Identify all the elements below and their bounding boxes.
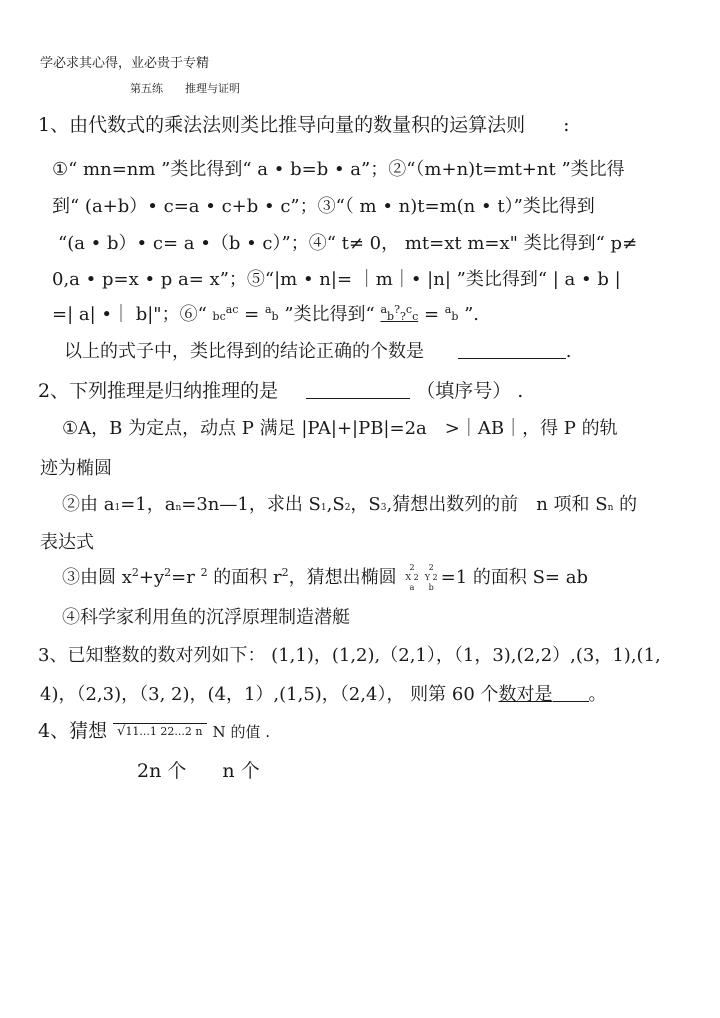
question-1-line-3: “(a • b）• c= a •（b • c）”；④“ t≠ 0， mt=xt m=x" 类比得到“ p≠ <box>58 233 638 254</box>
fy-num: 2 <box>428 563 434 572</box>
o2-part-e: ，S <box>350 494 381 515</box>
sqrt-icon: √ <box>117 724 126 739</box>
ellipse-fraction-x <box>405 563 418 593</box>
exercise-number: 第五练 <box>130 82 163 95</box>
expr-q2: ? <box>399 310 406 323</box>
question-3-underlined: 数对是 <box>498 684 553 705</box>
line-5-end: ”. <box>464 304 480 325</box>
question-4-end: N 的值 . <box>212 723 270 741</box>
page-header: 学必求其心得，业必贵于专精 <box>40 56 210 71</box>
sqrt-content: 11...1 22...2 n <box>125 725 203 738</box>
fy-den: b <box>428 583 434 592</box>
o3-part-a: ③由圆 x <box>62 567 132 588</box>
section-heading <box>130 80 240 96</box>
section-topic: 推理与证明 <box>185 82 240 95</box>
o3-sup-1: 2 <box>131 566 139 579</box>
o3-part-b: +y <box>138 567 165 588</box>
o3-part-c: =r <box>171 567 201 588</box>
o2-sub-1: 1 <box>114 503 121 513</box>
o3-sup-2: 2 <box>164 566 172 579</box>
line-5-start: =| a| •｜ b|"；⑥“ <box>52 304 207 325</box>
expr-c2: c <box>412 310 419 323</box>
expr-q1: ? <box>394 303 400 316</box>
o3-sup-3: 2 <box>200 566 208 579</box>
fx-mid: X 2 <box>405 573 419 582</box>
question-1-line-2: 到“ (a+b）• c=a • c+b • c”；③“（ m • n)t=m(n • t）”类比得到 <box>52 196 595 217</box>
option-1-cont: 迹为椭圆 <box>40 458 112 479</box>
fx-den: a <box>409 583 415 592</box>
option-4: ④科学家利用鱼的沉浮原理制造潜艇 <box>62 607 350 628</box>
line-5-mid: ”类比得到“ <box>284 304 375 325</box>
sqrt-expression <box>113 723 206 739</box>
question-3-line-2 <box>40 680 607 706</box>
answer-blank-1[interactable] <box>458 340 566 359</box>
digit-count-labels <box>137 756 260 783</box>
o2-part-a: ②由 a <box>62 494 115 515</box>
o2-sub-n: n <box>175 503 182 513</box>
ellipse-fraction-y <box>425 563 438 593</box>
expr-b: b <box>387 310 395 323</box>
o3-sup-4: 2 <box>281 566 289 579</box>
o2-sub-s1: 1 <box>320 503 327 513</box>
o2-sub-s2: 2 <box>344 503 351 513</box>
o2-part-f: ,猜想出数列的前 n 项和 S <box>386 494 608 515</box>
question-1-title: 1、由代数式的乘法法则类比推导向量的数量积的运算法则 : <box>38 114 570 136</box>
fx-num: 2 <box>409 563 415 572</box>
var-a: a <box>264 303 272 316</box>
count-2n: 2n 个 <box>137 760 187 782</box>
o2-part-c: =3n—1，求出 S <box>181 494 321 515</box>
option-1: ①A，B 为定点，动点 P 满足 |PA|+|PB|=2a >｜AB｜，得 P 的轨 <box>62 418 618 439</box>
count-n: n 个 <box>222 760 260 782</box>
expr-a: a <box>380 303 388 316</box>
frac-bc: bc <box>212 310 226 323</box>
answer-blank-2[interactable] <box>306 379 410 399</box>
option-2-cont: 表达式 <box>40 532 94 553</box>
expr-a2: a <box>444 303 452 316</box>
question-1-line-1: ①“ mn=nm ”类比得到“ a • b=b • a”；②“（m+n)t=mt+nt ”类比得 <box>52 159 625 180</box>
equals: = <box>238 304 265 325</box>
question-3-end: 。 <box>588 684 607 705</box>
expr-b2: b <box>451 310 459 323</box>
question-2-prompt: 2、下列推理是归纳推理的是 <box>38 380 279 402</box>
o3-part-e: ，猜想出椭圆 <box>288 567 397 588</box>
option-3 <box>62 563 588 593</box>
question-2-hint: （填序号） . <box>416 380 524 402</box>
period: . <box>565 341 572 362</box>
question-1-line-4: 0,a • p=x • p a= x”；⑤“|m • n|= ｜m｜• |n| ”类比得到“ | a • b | <box>52 269 621 290</box>
expr-c1: c <box>405 303 413 316</box>
var-b: b <box>271 310 279 323</box>
o2-sub-sn: n <box>607 503 614 513</box>
question-2-title <box>38 376 523 403</box>
equals-2: = <box>418 304 445 325</box>
question-1-line-5 <box>52 300 479 326</box>
fy-mid: Y 2 <box>424 573 438 582</box>
o3-part-d: 的面积 r <box>207 567 282 588</box>
o2-part-b: =1，a <box>120 494 176 515</box>
analogy-expression <box>380 304 418 325</box>
o2-sub-s3: 3 <box>380 503 387 513</box>
question-1-line-6 <box>64 337 571 363</box>
o2-part-g: 的 <box>613 494 638 515</box>
question-1-prompt: 以上的式子中，类比得到的结论正确的个数是 <box>64 341 424 362</box>
answer-blank-3[interactable] <box>553 683 589 702</box>
option-2 <box>62 490 637 516</box>
question-3-prompt: 4)，（2,3)，（3, 2)，(4，1）,(1,5)，（2,4）， 则第 60 个 <box>40 684 499 705</box>
question-3-line-1: 3、已知整数的数对列如下： (1,1)，(1,2),（2,1），（1，3),(2,2）,(3，1),(1, <box>38 645 661 666</box>
question-4-prompt: 4、猜想 <box>38 720 108 742</box>
o3-part-g: =1 的面积 S= ab <box>440 567 588 588</box>
frac-ac: ac <box>225 303 239 316</box>
o2-part-d: ,S <box>326 494 345 515</box>
question-4 <box>38 716 270 743</box>
